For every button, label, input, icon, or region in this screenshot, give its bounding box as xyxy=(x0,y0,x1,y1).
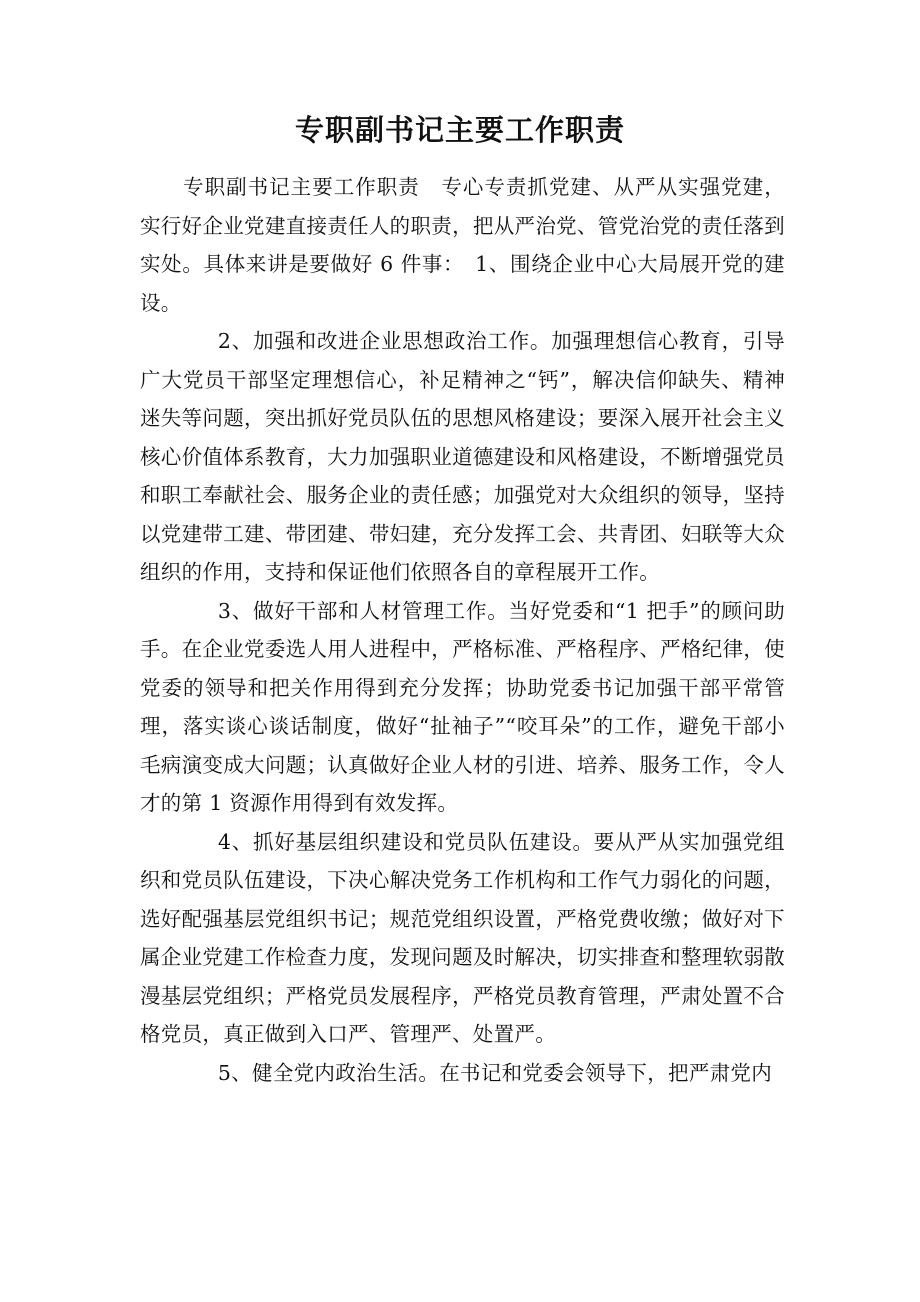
paragraph-item-3: 3、做好干部和人材管理工作。当好党委和“1 把手”的顾问助手。在企业党委选人用人进程中，严格标准、严格程序、严格纪律，使党委的领导和把关作用得到充分发挥；协助党委书记加强干部平常管理，落实谈心谈话制度，做好“扯袖子”“咬耳朵”的工作，避免干部小毛病演变成大问题；认真做好企业人材的引进、培养、服务工作，令人才的第 1 资源作用得到有效发挥。 xyxy=(140,598,785,815)
paragraph-item-5: 5、健全党内政治生活。在书记和党委会领导下，把严肃党内 xyxy=(217,1060,773,1085)
paragraph-intro: 专职副书记主要工作职责 专心专责抓党建、从严从实强党建，实行好企业党建直接责任人的职责，把从严治党、管党治党的责任落到实处。具体来讲是要做好 6 件事： 1、围绕企业中心大局展开党的建设。 xyxy=(140,175,785,315)
paragraph-item-4: 4、抓好基层组织建设和党员队伍建设。要从严从实加强党组织和党员队伍建设，下决心解决党务工作机构和工作气力弱化的问题，选好配强基层党组织书记；规范党组织设置，严格党费收缴；做好对下属企业党建工作检查力度，发现问题及时解决，切实排查和整理软弱散漫基层党组织；严格党员发展程序，严格党员教育管理，严肃处置不合格党员，真正做到入口严、管理严、处置严。 xyxy=(140,829,785,1046)
document-body xyxy=(140,168,785,1092)
paragraph-item-2: 2、加强和改进企业思想政治工作。加强理想信心教育，引导广大党员干部坚定理想信心，补足精神之“钙”，解决信仰缺失、精神迷失等问题，突出抓好党员队伍的思想风格建设；要深入展开社会主义核心价值体系教育，大力加强职业道德建设和风格建设，不断增强党员和职工奉献社会、服务企业的责任感；加强党对大众组织的领导，坚持以党建带工建、带团建、带妇建，充分发挥工会、共青团、妇联等大众组织的作用，支持和保证他们依照各自的章程展开工作。 xyxy=(140,329,785,584)
document-title: 专职副书记主要工作职责 xyxy=(294,113,625,147)
